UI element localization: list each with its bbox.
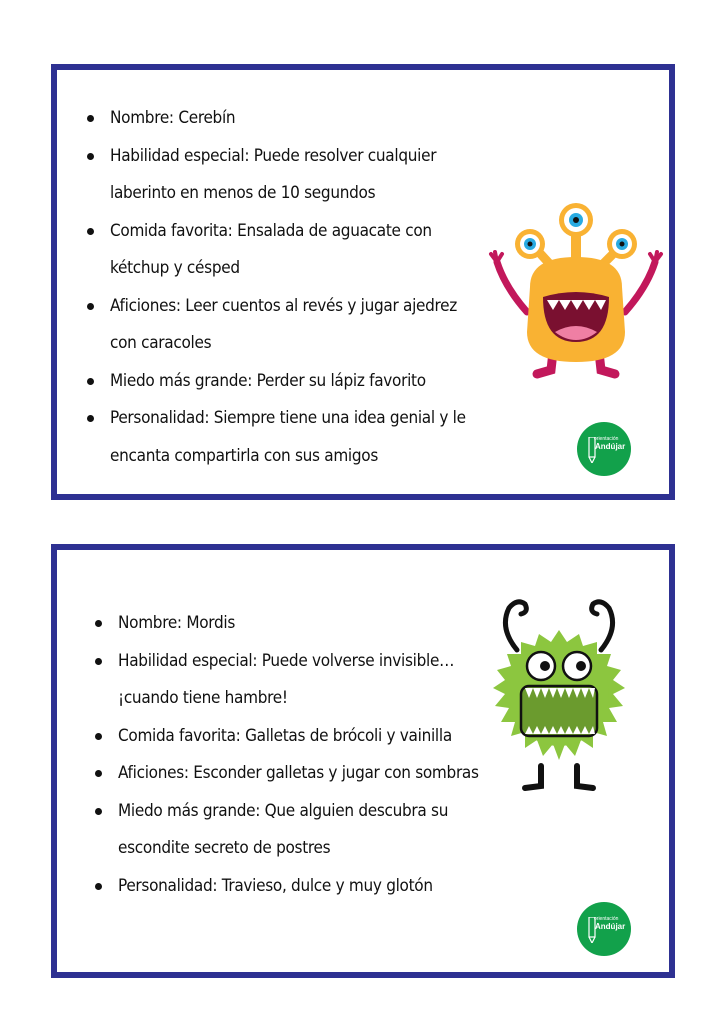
fact-line: Miedo más grande: Perder su lápiz favorito <box>110 370 426 391</box>
fact-line: laberinto en menos de 10 segundos <box>110 183 376 203</box>
fact-line: encanta compartirla con sus amigos <box>110 445 379 466</box>
fact-name <box>95 605 495 643</box>
logo-title: Andújar <box>595 922 626 931</box>
fact-special-ability <box>87 138 477 213</box>
fact-line: kétchup y césped <box>110 258 240 278</box>
green-furry-monster-illustration <box>459 588 659 808</box>
orientacion-andujar-logo <box>577 902 631 956</box>
fact-line: con caracoles <box>110 333 212 353</box>
fact-name <box>87 100 477 138</box>
fact-favorite-food <box>95 718 495 756</box>
fact-line: Comida favorita: Galletas de brócoli y vainilla <box>118 725 452 746</box>
logo-subtitle: orientación <box>594 916 619 922</box>
fact-personality <box>95 868 495 906</box>
fact-line: Aficiones: Esconder galletas y jugar con sombras <box>118 763 479 783</box>
fact-list <box>87 100 477 475</box>
fact-biggest-fear <box>87 363 477 401</box>
fact-personality <box>87 400 477 475</box>
fact-special-ability <box>95 643 495 718</box>
fact-favorite-food <box>87 213 477 288</box>
fact-hobbies <box>95 755 495 793</box>
orientacion-andujar-logo <box>577 422 631 476</box>
fact-biggest-fear <box>95 793 495 868</box>
monster-card-cerebin <box>51 64 675 500</box>
fact-line: Habilidad especial: Puede resolver cualquier <box>110 145 437 166</box>
fact-line: Nombre: Mordis <box>118 613 236 633</box>
fact-hobbies <box>87 288 477 363</box>
fact-list <box>95 605 495 905</box>
fact-line: Nombre: Cerebín <box>110 108 236 128</box>
fact-line: Miedo más grande: Que alguien descubra su <box>118 800 449 821</box>
logo-subtitle: orientación <box>594 436 619 442</box>
fact-line: escondite secreto de postres <box>118 838 331 858</box>
monster-card-mordis <box>51 544 675 978</box>
logo-title: Andújar <box>595 442 626 451</box>
three-eyed-orange-monster-illustration <box>485 192 667 382</box>
fact-line: Habilidad especial: Puede volverse invisible… <box>118 650 455 671</box>
fact-line: Personalidad: Siempre tiene una idea genial y le <box>110 408 466 428</box>
fact-line: Aficiones: Leer cuentos al revés y jugar ajedrez <box>110 295 458 316</box>
fact-line: Comida favorita: Ensalada de aguacate con <box>110 220 432 241</box>
fact-line: ¡cuando tiene hambre! <box>118 688 288 708</box>
fact-line: Personalidad: Travieso, dulce y muy glotón <box>118 875 433 896</box>
